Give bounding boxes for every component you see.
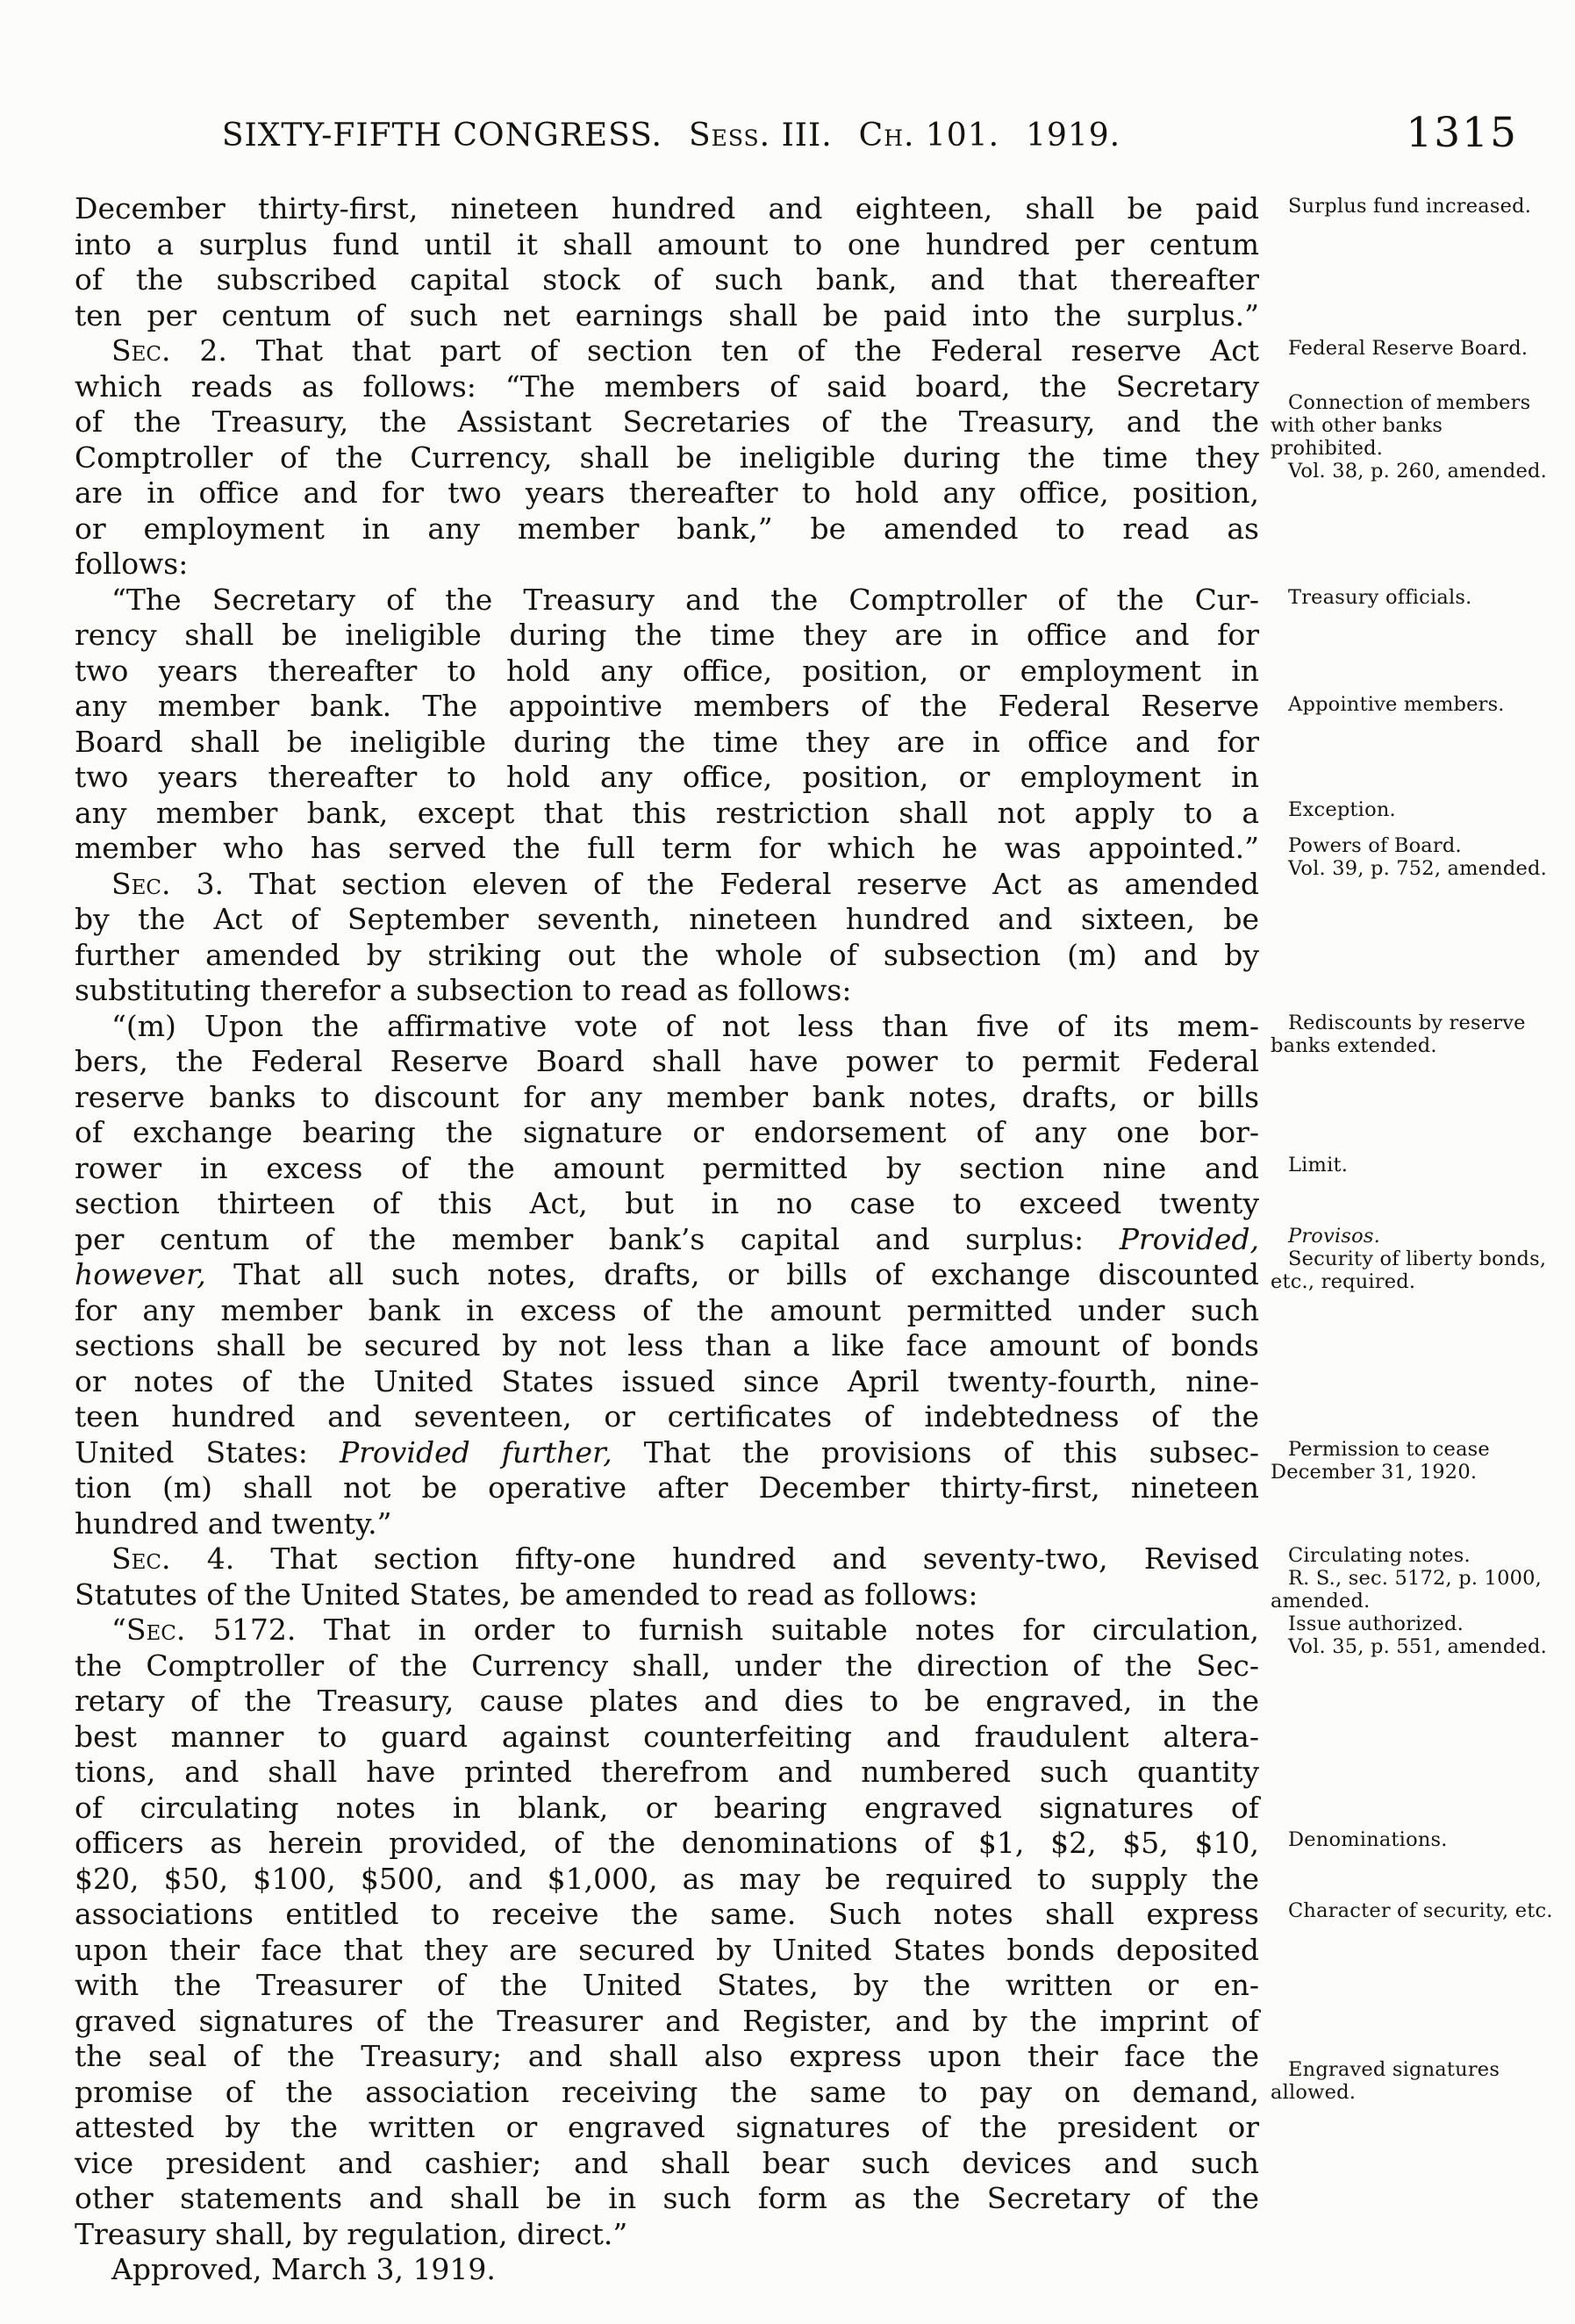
text-line: the Comptroller of the Currency shall, under the direction of the Sec- xyxy=(75,1648,1259,1683)
text-line: upon their face that they are secured by United States bonds deposited xyxy=(75,1932,1259,1967)
margin-note: Issue authorized. xyxy=(1288,1612,1464,1635)
statute-text-column xyxy=(75,191,1259,2288)
text-line: per centum of the member bank’s capital and surplus: Provided, xyxy=(75,1221,1259,1256)
text-line: retary of the Treasury, cause plates and dies to be engraved, in the xyxy=(75,1684,1259,1718)
text-line: any member bank. The appointive members of the Federal Reserve xyxy=(75,689,1259,723)
text-line: sections shall be secured by not less than a like face amount of bonds xyxy=(75,1328,1259,1362)
text-line: graved signatures of the Treasurer and Register, and by the imprint of xyxy=(75,2003,1259,2038)
margin-note: Treasury officials. xyxy=(1288,586,1472,609)
text-line: further amended by striking out the whole of subsection (m) and by xyxy=(75,937,1259,972)
margin-note: Security of liberty bonds, etc., required. xyxy=(1271,1248,1547,1293)
text-line: of exchange bearing the signature or endorsement of any one bor- xyxy=(75,1115,1259,1149)
text-line: by the Act of September seventh, nineteen hundred and sixteen, be xyxy=(75,902,1259,936)
text-line: bers, the Federal Reserve Board shall have power to permit Federal xyxy=(75,1044,1259,1078)
text-line: rower in excess of the amount permitted by section nine and xyxy=(75,1150,1259,1185)
text-line: Sec. 2. That that part of section ten of the Federal reserve Act xyxy=(111,333,1259,368)
text-line: tions, and shall have printed therefrom and numbered such quantity xyxy=(75,1755,1259,1789)
text-line: “The Secretary of the Treasury and the Comptroller of the Cur- xyxy=(111,582,1259,617)
text-line: substituting therefor a subsection to read as follows: xyxy=(75,973,852,1007)
text-line: of circulating notes in blank, or bearing engraved signatures of xyxy=(75,1790,1259,1825)
margin-note: Rediscounts by reserve banks extended. xyxy=(1271,1012,1526,1057)
margin-note: Provisos. xyxy=(1288,1225,1380,1248)
text-line: other statements and shall be in such form as the Secretary of the xyxy=(75,2181,1259,2215)
text-line: Board shall be ineligible during the time they are in office and for xyxy=(75,724,1259,759)
text-line: officers as herein provided, of the denominations of $1, $2, $5, $10, xyxy=(75,1826,1259,1860)
text-line: of the Treasury, the Assistant Secretaries of the Treasury, and the xyxy=(75,404,1259,439)
running-head-congress: SIXTY-FIFTH CONGRESS. xyxy=(221,118,662,154)
margin-note: Denominations. xyxy=(1288,1828,1448,1851)
margin-note: Permission to cease December 31, 1920. xyxy=(1271,1438,1490,1484)
margin-note: Exception. xyxy=(1288,798,1396,821)
text-line: member who has served the full term for which he was appointed.” xyxy=(75,831,1259,865)
text-line: with the Treasurer of the United States, by the written or en- xyxy=(75,1968,1259,2002)
margin-note: Circulating notes. xyxy=(1288,1544,1471,1567)
running-head-year: 1919. xyxy=(1026,118,1121,154)
text-line: tion (m) shall not be operative after December thirty-first, nineteen xyxy=(75,1470,1259,1505)
margin-note: Vol. 39, p. 752, amended. xyxy=(1288,857,1547,880)
margin-note: Engraved signatures allowed. xyxy=(1271,2058,1500,2104)
page-number: 1315 xyxy=(1406,109,1518,157)
text-line: any member bank, except that this restriction shall not apply to a xyxy=(75,795,1259,830)
text-line: however, That all such notes, drafts, or bills of exchange discounted xyxy=(75,1257,1259,1291)
text-line: hundred and twenty.” xyxy=(75,1505,392,1541)
text-line: Statutes of the United States, be amended to read as follows: xyxy=(75,1577,978,1612)
text-line: best manner to guard against counterfeiting and fraudulent altera- xyxy=(75,1719,1259,1754)
text-line: Treasury shall, by regulation, direct.” xyxy=(75,2216,628,2251)
margin-note: Vol. 38, p. 260, amended. xyxy=(1288,460,1547,483)
text-line: the seal of the Treasury; and shall also express upon their face the xyxy=(75,2039,1259,2073)
running-head-chapter: Ch. 101. xyxy=(858,118,1000,154)
margin-note: Powers of Board. xyxy=(1288,834,1462,857)
text-line: United States: Provided further, That the provisions of this subsec- xyxy=(75,1434,1259,1469)
text-line: Sec. 3. That section eleven of the Federal reserve Act as amended xyxy=(111,866,1259,901)
text-line: promise of the association receiving the same to pay on demand, xyxy=(75,2074,1259,2109)
text-line: “Sec. 5172. That in order to furnish suitable notes for circulation, xyxy=(111,1612,1259,1647)
text-line: attested by the written or engraved signatures of the president or xyxy=(75,2110,1259,2144)
text-line: two years thereafter to hold any office, position, or employment in xyxy=(75,653,1259,688)
margin-note: Limit. xyxy=(1288,1154,1349,1176)
text-line: Approved, March 3, 1919. xyxy=(111,2252,496,2286)
text-line: of the subscribed capital stock of such bank, and that thereafter xyxy=(75,262,1259,297)
margin-note: Appointive members. xyxy=(1288,693,1505,716)
text-line: two years thereafter to hold any office, position, or employment in xyxy=(75,760,1259,794)
text-line: into a surplus fund until it shall amount to one hundred per centum xyxy=(75,226,1259,261)
text-line: for any member bank in excess of the amount permitted under such xyxy=(75,1292,1259,1327)
text-line: reserve banks to discount for any member bank notes, drafts, or bills xyxy=(75,1079,1259,1114)
running-head-session: Sess. III. xyxy=(688,118,833,154)
text-line: vice president and cashier; and shall bear such devices and such xyxy=(75,2145,1259,2180)
margin-note: Vol. 35, p. 551, amended. xyxy=(1288,1635,1547,1658)
text-line: follows: xyxy=(75,547,189,581)
margin-note: R. S., sec. 5172, p. 1000, amended. xyxy=(1271,1567,1542,1612)
text-line: or employment in any member bank,” be amended to read as xyxy=(75,511,1259,546)
text-line: ten per centum of such net earnings shall be paid into the surplus.” xyxy=(75,297,1259,333)
text-line: which reads as follows: “The members of said board, the Secretary xyxy=(75,368,1259,404)
text-line: associations entitled to receive the same. Such notes shall express xyxy=(75,1897,1259,1931)
margin-note: Character of security, etc. xyxy=(1288,1899,1553,1922)
running-head xyxy=(105,118,1237,154)
text-line: are in office and for two years thereafter to hold any office, position, xyxy=(75,476,1259,510)
text-line: teen hundred and seventeen, or certificates of indebtedness of the xyxy=(75,1399,1259,1434)
text-line: section thirteen of this Act, but in no case to exceed twenty xyxy=(75,1186,1259,1220)
text-line: “(m) Upon the affirmative vote of not less than five of its mem- xyxy=(111,1008,1259,1043)
text-line: December thirty-first, nineteen hundred and eighteen, shall be paid xyxy=(75,191,1259,225)
text-line: or notes of the United States issued since April twenty-fourth, nine- xyxy=(75,1363,1259,1398)
text-line: Comptroller of the Currency, shall be ineligible during the time they xyxy=(75,440,1259,475)
text-line: rency shall be ineligible during the time they are in office and for xyxy=(75,618,1259,652)
margin-note: Surplus fund increased. xyxy=(1288,195,1532,218)
margin-note: Federal Reserve Board. xyxy=(1288,337,1528,360)
text-line: Sec. 4. That section fifty-one hundred and seventy-two, Revised xyxy=(111,1541,1259,1576)
text-line: $20, $50, $100, $500, and $1,000, as may be required to supply the xyxy=(75,1861,1259,1896)
margin-note: Connection of members with other banks prohibited. xyxy=(1271,391,1531,460)
